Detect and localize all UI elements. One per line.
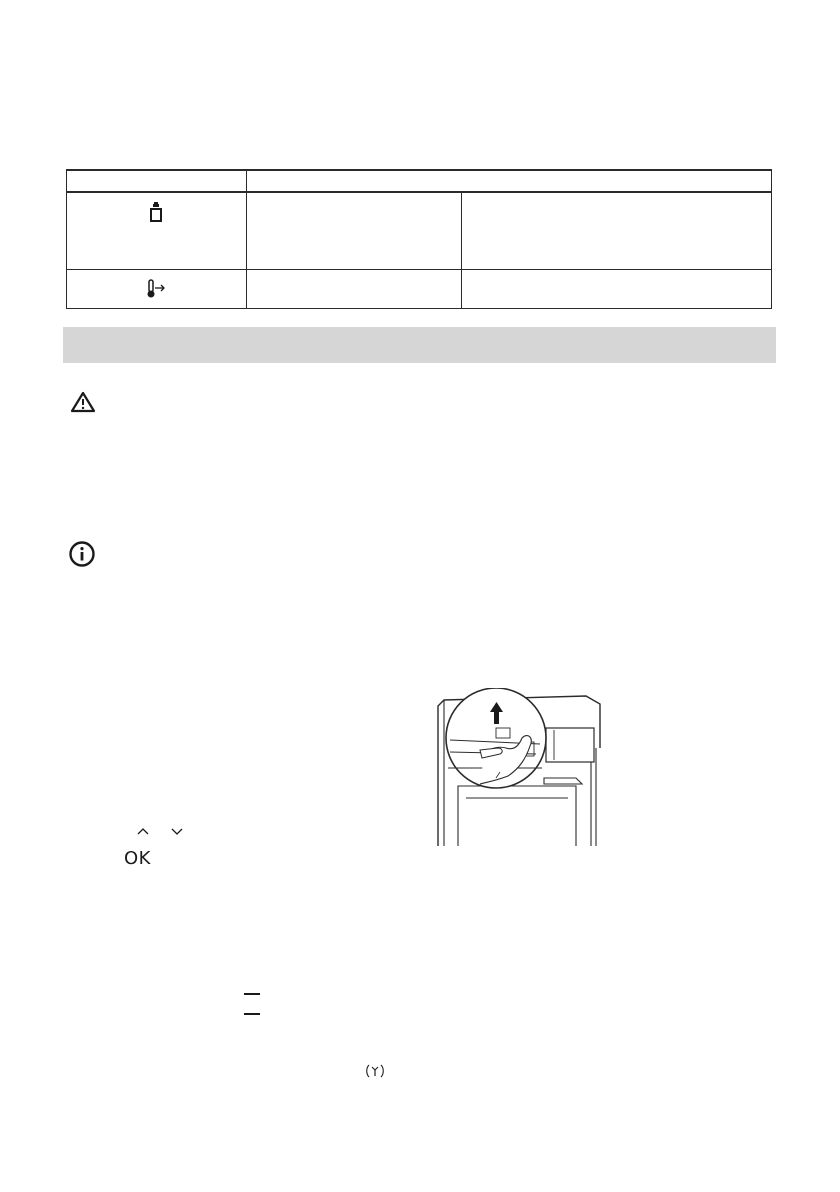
table-row <box>67 270 772 309</box>
table-cell <box>462 192 772 270</box>
chevron-up-icon <box>136 826 150 836</box>
table-cell <box>462 270 772 309</box>
dash-icon <box>244 1013 260 1015</box>
table-cell-icon <box>67 270 247 309</box>
filter-removal-illustration <box>436 688 604 848</box>
ok-button-label: OK <box>124 848 151 869</box>
wifi-icon <box>365 1063 385 1079</box>
chevron-down-icon <box>170 826 184 836</box>
table-cell-icon <box>67 192 247 270</box>
table-header-description <box>246 170 771 192</box>
bottle-icon <box>149 201 163 223</box>
table-row <box>67 192 772 270</box>
table-cell <box>246 192 462 270</box>
table-header-symbol <box>67 170 247 192</box>
dash-icon <box>244 993 260 995</box>
warning-icon <box>70 391 96 413</box>
table-cell <box>246 270 462 309</box>
info-icon <box>68 540 96 568</box>
symbol-table <box>66 169 772 309</box>
thermometer-arrow-icon <box>143 278 169 300</box>
section-heading-band <box>63 327 776 363</box>
